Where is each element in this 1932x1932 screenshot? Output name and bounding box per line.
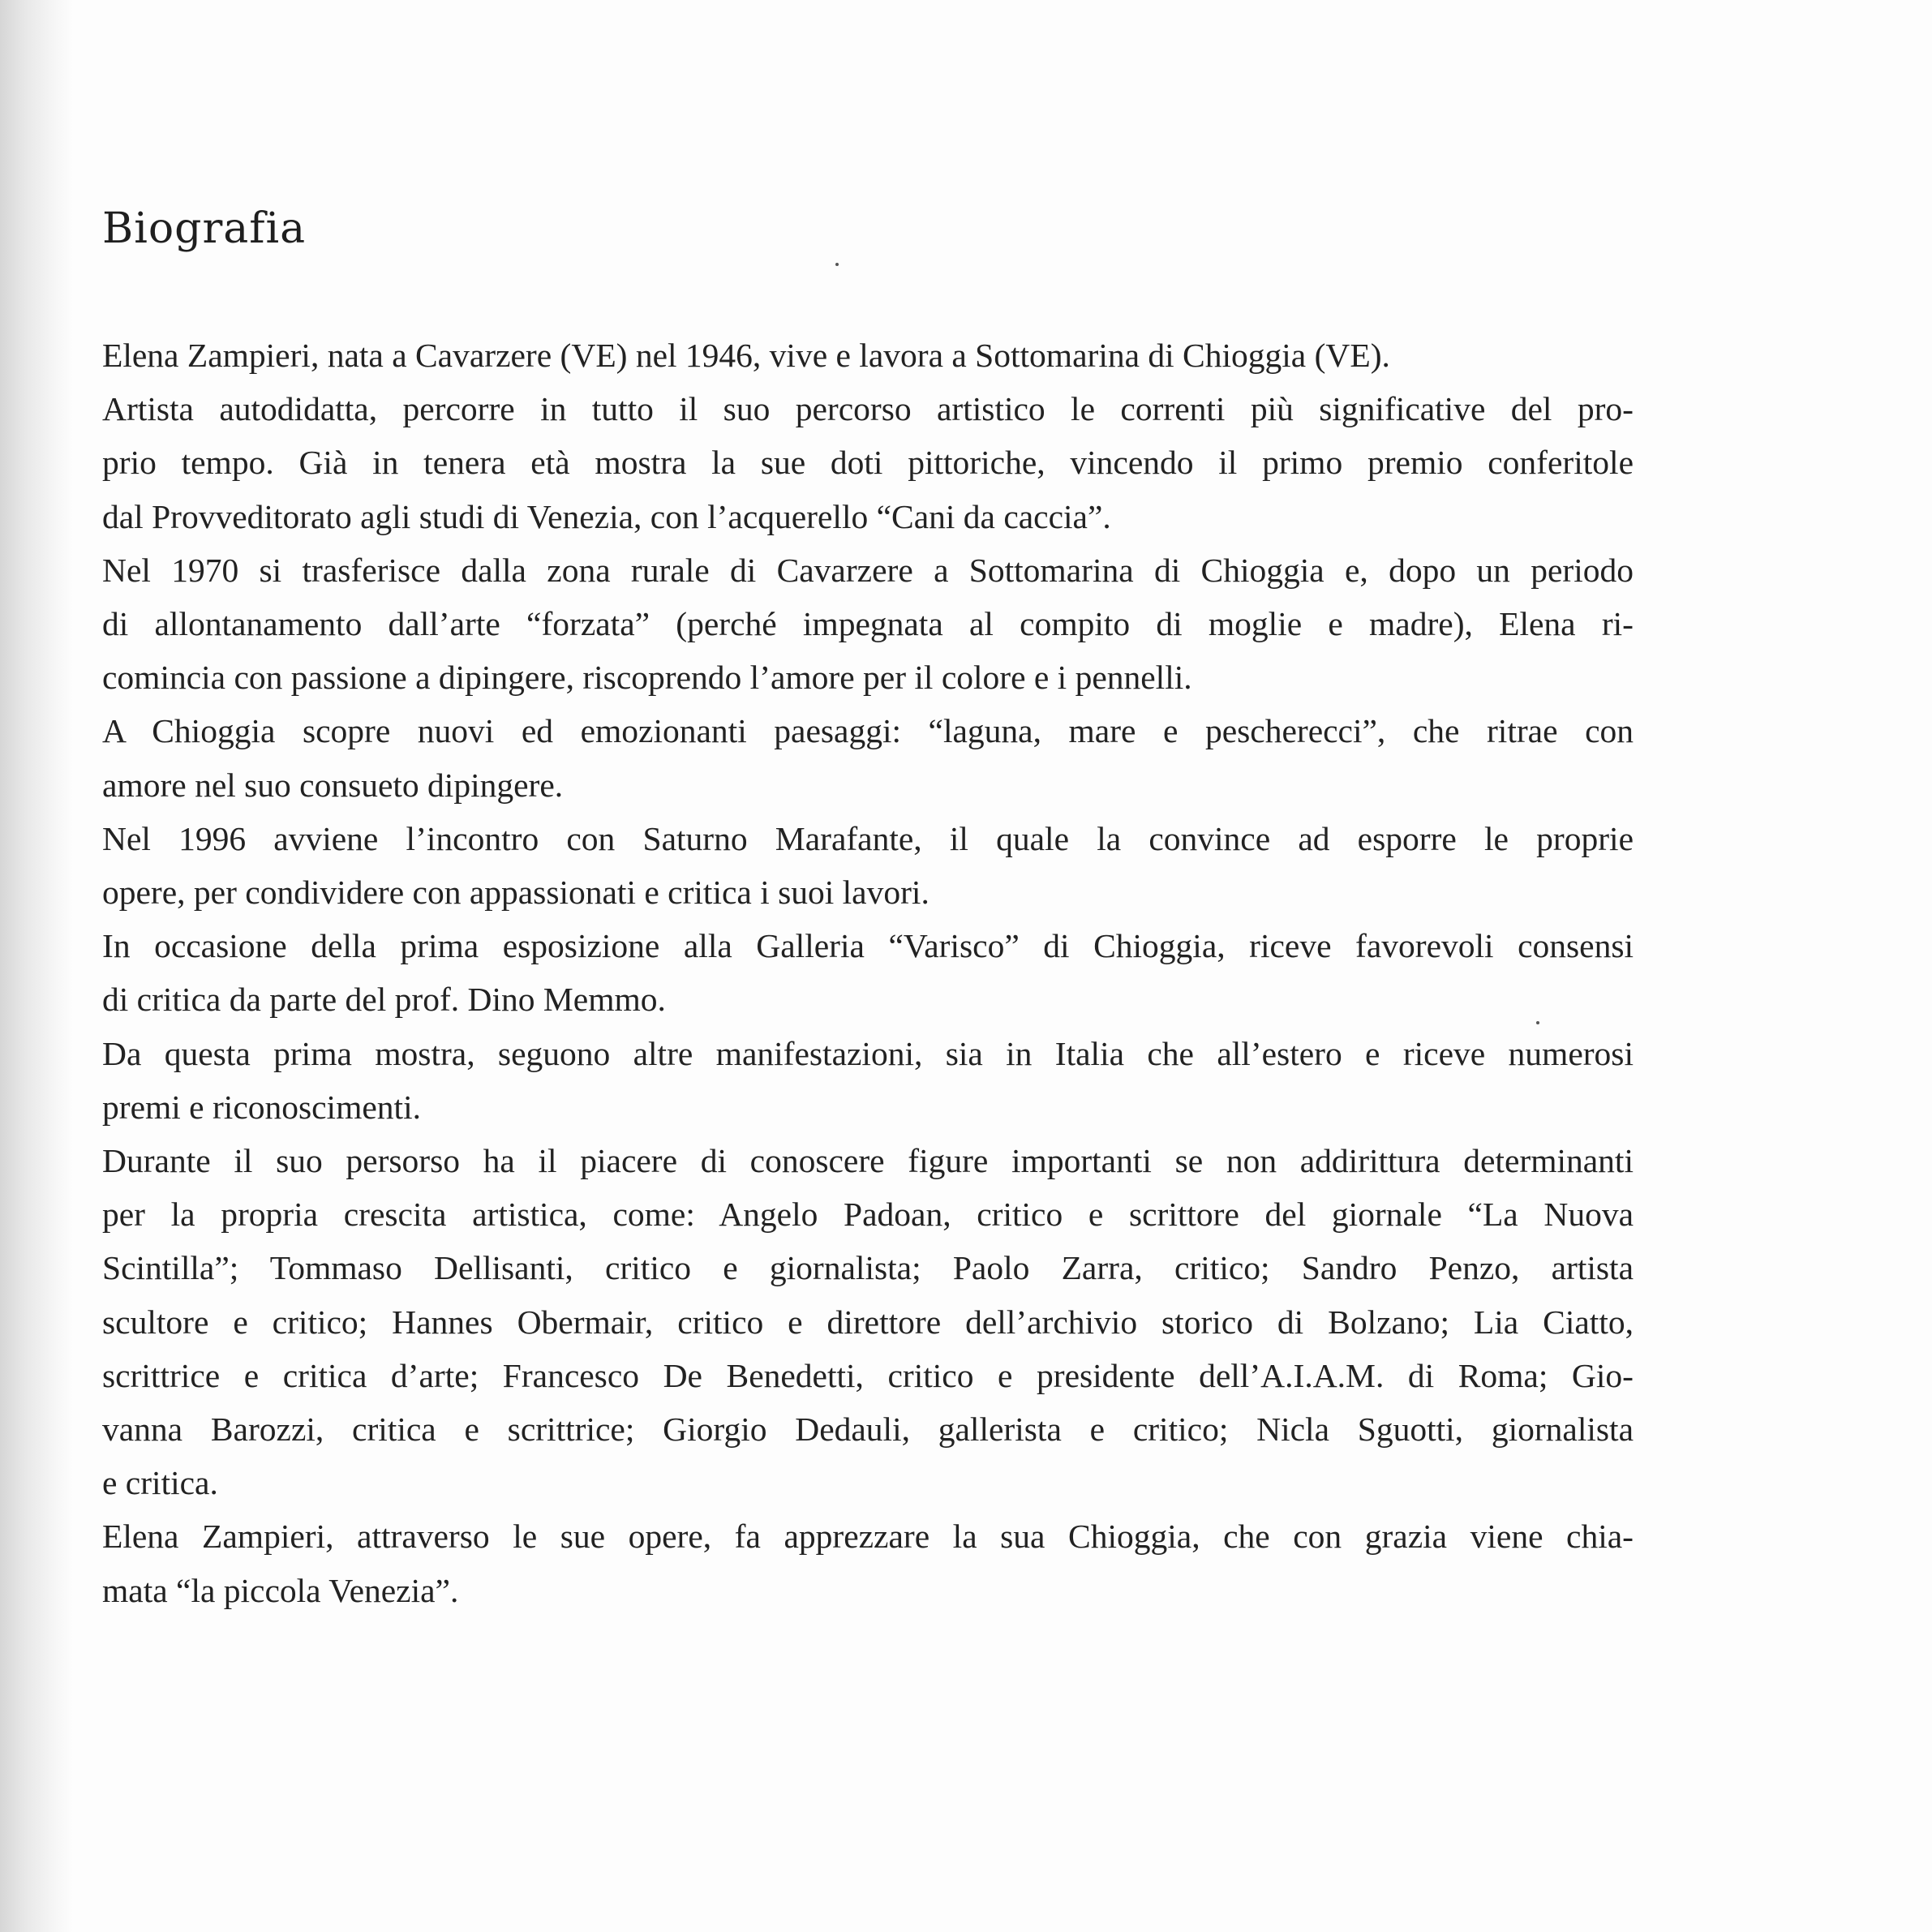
scan-speck	[1536, 1021, 1539, 1024]
text-line: Elena Zampieri, nata a Cavarzere (VE) nel 1946, vive e lavora a Sottomarina di Chioggia (VE).	[102, 337, 1390, 374]
text-line: di critica da parte del prof. Dino Memmo.	[102, 981, 666, 1019]
text-line: Elena Zampieri, attraverso le sue opere, fa apprezzare la sua Chioggia, che con grazia viene chia-	[102, 1518, 1634, 1556]
text-line: Scintilla”; Tommaso Dellisanti, critico e giornalista; Paolo Zarra, critico; Sandro Penzo, artista	[102, 1249, 1634, 1287]
text-line: Artista autodidatta, percorre in tutto il suo percorso artistico le correnti più significative del pro-	[102, 390, 1634, 428]
text-line: Da questa prima mostra, seguono altre manifestazioni, sia in Italia che all’estero e riceve numerosi	[102, 1034, 1634, 1072]
scan-speck	[835, 263, 839, 266]
text-line: mata “la piccola Venezia”.	[102, 1571, 459, 1609]
text-line: In occasione della prima esposizione alla Galleria “Varisco” di Chioggia, riceve favorevoli consensi	[102, 927, 1634, 965]
text-line: di allontanamento dall’arte “forzata” (perché impegnata al compito di moglie e madre), Elena ri-	[102, 605, 1634, 643]
text-line: Durante il suo persorso ha il piacere di conoscere figure importanti se non addirittura determinanti	[102, 1142, 1634, 1180]
text-line: Nel 1970 si trasferisce dalla zona rurale di Cavarzere a Sottomarina di Chioggia e, dopo un periodo	[102, 551, 1634, 589]
page-title: Biografia	[102, 204, 307, 253]
binding-shadow	[0, 0, 73, 1932]
text-line: comincia con passione a dipingere, riscoprendo l’amore per il colore e i pennelli.	[102, 659, 1192, 697]
text-line: scultore e critico; Hannes Obermair, critico e direttore dell’archivio storico di Bolzano; Lia Ciatto,	[102, 1303, 1634, 1341]
text-line: per la propria crescita artistica, come: Angelo Padoan, critico e scrittore del giornale “La Nuova	[102, 1196, 1634, 1234]
text-line: premi e riconoscimenti.	[102, 1088, 421, 1126]
text-line: opere, per condividere con appassionati e critica i suoi lavori.	[102, 874, 930, 912]
text-line: Nel 1996 avviene l’incontro con Saturno Marafante, il quale la convince ad esporre le proprie	[102, 819, 1634, 857]
text-line: dal Provveditorato agli studi di Venezia, con l’acquerello “Cani da caccia”.	[102, 497, 1111, 535]
text-line: A Chioggia scopre nuovi ed emozionanti paesaggi: “laguna, mare e pescherecci”, che ritrae con	[102, 712, 1634, 750]
text-line: prio tempo. Già in tenera età mostra la sue doti pittoriche, vincendo il primo premio conferitole	[102, 444, 1634, 482]
text-line: scrittrice e critica d’arte; Francesco De Benedetti, critico e presidente dell’A.I.A.M. di Roma; Gio-	[102, 1356, 1634, 1394]
biography-text	[102, 328, 1634, 1617]
text-line: e critica.	[102, 1464, 218, 1502]
text-line: vanna Barozzi, critica e scrittrice; Giorgio Dedauli, gallerista e critico; Nicla Sguotti, giornalista	[102, 1410, 1634, 1449]
text-line: amore nel suo consueto dipingere.	[102, 766, 564, 804]
